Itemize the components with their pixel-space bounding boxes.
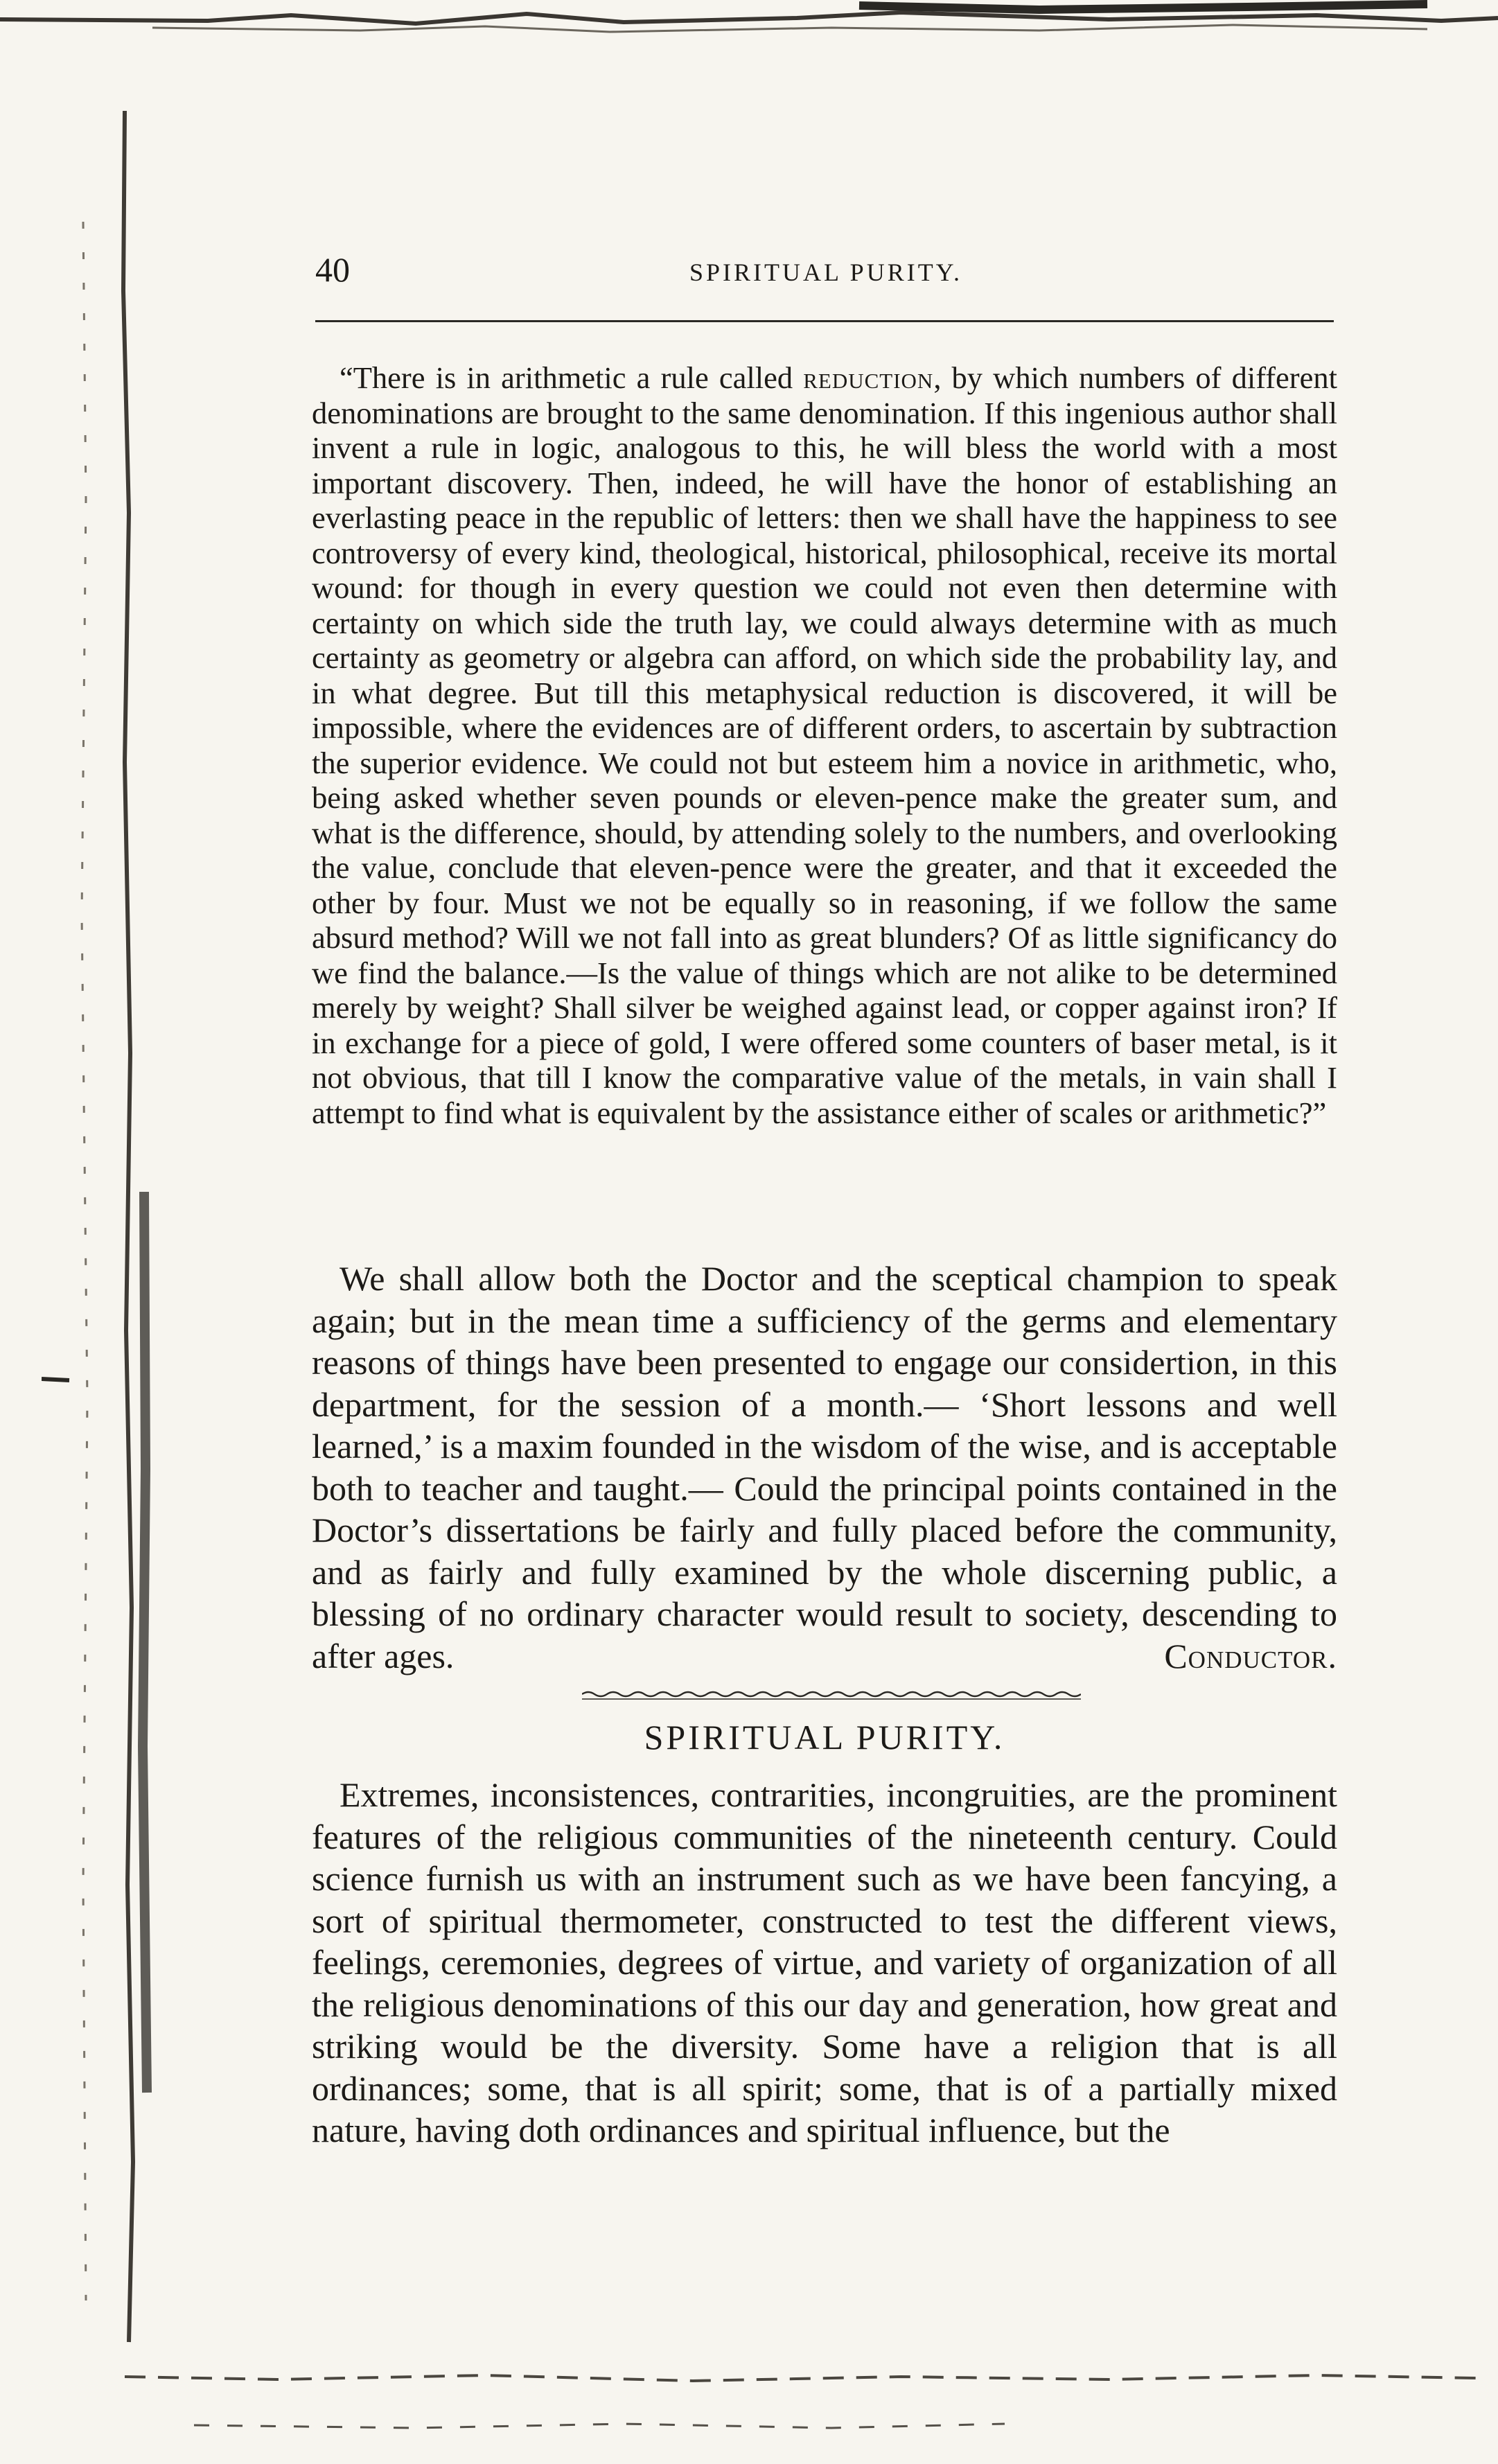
article-title: SPIRITUAL PURITY. — [644, 1718, 1005, 1757]
section-divider — [582, 1689, 1081, 1702]
scan-edge-top — [0, 0, 1498, 42]
conductor-paragraph — [312, 1258, 1337, 1677]
signature: Conductor. — [1164, 1636, 1337, 1675]
scan-edge-bottom — [0, 2356, 1498, 2453]
conductor-note — [312, 1258, 1337, 1677]
conductor-text: We shall allow both the Doctor and the sceptical champion to speak again; but in the mean time a sufficiency of the germs and elementary reasons of things have been presented to engage our considertion, in this department, for the session of a month.— ‘Short lessons and well learned,’ is a maxim founded in the wisdom of the wise, and is acceptable both to teacher and taught.— Could the principal points contained in the Doctor’s dissertations be fairly and fully placed before the community, and as fairly and fully examined by the whole discerning public, a blessing of no ordinary character would result to society, descending to after ages. — [312, 1259, 1337, 1675]
quote-text-rest: , by which numbers of different denominations are brought to the same denomination. If this ingenious author shall invent a rule in logic, analogous to this, he will bless the world with a most important discovery. Then, indeed, he will have the honor of establishing an everlasting peace in the republic of letters: then we shall have the happiness to see controversy of every kind, theological, historical, philosophical, receive its mortal wound: for though in every question we could not even then determine with certainty on which side the truth lay, we could always determine with as much certainty as geometry or algebra can afford, on which side the probability lay, and in what degree. But till this metaphysical reduction is discovered, it will be impossible, where the evidences are of different orders, to ascertain by subtraction the superior evidence. We could not but esteem him a novice in arithmetic, who, being asked whether seven pounds or eleven-pence make the greater sum, and what is the difference, should, by attending solely to the numbers, and overlooking the value, conclude that eleven-pence were the greater, and that it exceeded the other by four. Must we not be equally so in reasoning, if we follow the same absurd method? Will we not fall into as great blunders? Of as little significancy do we find the balance.—Is the value of things which are not alike to be determined merely by weight? Shall silver be weighed against lead, or copper against iron? If in exchange for a piece of gold, I were offered some counters of baser metal, is it not obvious, that till I know the comparative value of the metals, in vain shall I attempt to find what is equivalent by the assistance either of scales or arithmetic?” — [312, 360, 1337, 1130]
page-number: 40 — [315, 250, 350, 289]
quote-paragraph — [312, 360, 1337, 1130]
quote-term: reduction — [803, 360, 934, 395]
article-paragraph: Extremes, inconsistences, contrarities, incongruities, are the prominent features of the religious communities of the nineteenth century. Could science furnish us with an instrument such as we have been fancying, a sort of spiritual thermometer, constructed to test the different views, feelings, ceremonies, degrees of virtue, and variety of organization of all the religious denominations of this our day and generation, how great and striking would be the diversity. Some have a religion that is all ordinances; some, that is all spirit; some, that is of a partially mixed nature, having doth ordinances and spiritual influence, but the — [312, 1775, 1337, 2149]
running-head — [315, 249, 1334, 298]
quoted-passage — [312, 360, 1337, 1130]
quote-text-start: “There is in arithmetic a rule called — [340, 360, 804, 395]
running-title: SPIRITUAL PURITY. — [689, 258, 963, 286]
header-rule — [315, 320, 1334, 322]
article-body — [312, 1774, 1337, 2151]
binding-gutter — [42, 83, 194, 2356]
